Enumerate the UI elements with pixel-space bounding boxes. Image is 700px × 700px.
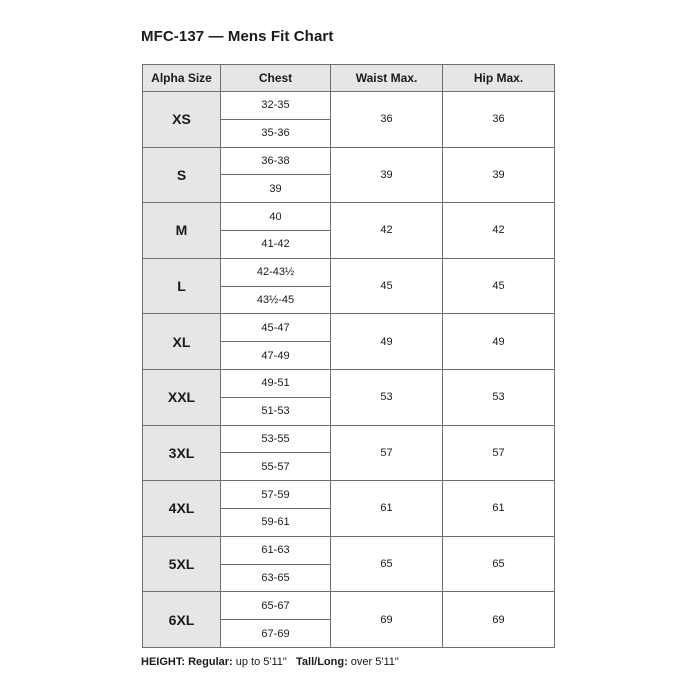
hip-cell: 57 — [443, 425, 555, 481]
waist-cell: 36 — [331, 92, 443, 148]
table-row — [143, 92, 555, 120]
chest-cell: 42-43½ — [221, 258, 331, 286]
tall-label: Tall/Long: — [296, 656, 348, 668]
height-label: HEIGHT: — [141, 656, 185, 668]
waist-cell: 57 — [331, 425, 443, 481]
size-chart-table — [142, 64, 555, 648]
table-row — [143, 203, 555, 231]
waist-cell: 53 — [331, 369, 443, 425]
chest-cell: 51-53 — [221, 397, 331, 425]
waist-cell: 69 — [331, 592, 443, 648]
table-row — [143, 425, 555, 453]
chest-cell: 63-65 — [221, 564, 331, 592]
size-chart-body — [143, 92, 555, 648]
header-hip-max: Hip Max. — [443, 65, 555, 92]
chest-cell: 35-36 — [221, 119, 331, 147]
size-cell: 3XL — [143, 425, 221, 481]
waist-cell: 39 — [331, 147, 443, 203]
height-footnote — [141, 656, 399, 668]
size-cell: S — [143, 147, 221, 203]
hip-cell: 39 — [443, 147, 555, 203]
regular-value: up to 5'11" — [235, 656, 287, 668]
chest-cell: 53-55 — [221, 425, 331, 453]
size-cell: L — [143, 258, 221, 314]
size-cell: M — [143, 203, 221, 259]
table-row — [143, 258, 555, 286]
size-cell: 6XL — [143, 592, 221, 648]
chest-cell: 40 — [221, 203, 331, 231]
chest-cell: 67-69 — [221, 620, 331, 648]
size-cell: XL — [143, 314, 221, 370]
hip-cell: 53 — [443, 369, 555, 425]
regular-label: Regular: — [188, 656, 233, 668]
hip-cell: 42 — [443, 203, 555, 259]
chest-cell: 39 — [221, 175, 331, 203]
chest-cell: 45-47 — [221, 314, 331, 342]
size-cell: 4XL — [143, 481, 221, 537]
hip-cell: 49 — [443, 314, 555, 370]
chest-cell: 47-49 — [221, 342, 331, 370]
header-waist-max: Waist Max. — [331, 65, 443, 92]
table-row — [143, 147, 555, 175]
chest-cell: 43½-45 — [221, 286, 331, 314]
hip-cell: 45 — [443, 258, 555, 314]
chest-cell: 32-35 — [221, 92, 331, 120]
table-row — [143, 369, 555, 397]
chest-cell: 61-63 — [221, 536, 331, 564]
waist-cell: 49 — [331, 314, 443, 370]
waist-cell: 61 — [331, 481, 443, 537]
hip-cell: 61 — [443, 481, 555, 537]
size-cell: XXL — [143, 369, 221, 425]
waist-cell: 42 — [331, 203, 443, 259]
header-alpha-size: Alpha Size — [143, 65, 221, 92]
header-chest: Chest — [221, 65, 331, 92]
table-row — [143, 314, 555, 342]
chest-cell: 41-42 — [221, 230, 331, 258]
table-header-row — [143, 65, 555, 92]
table-row — [143, 592, 555, 620]
chest-cell: 59-61 — [221, 508, 331, 536]
hip-cell: 65 — [443, 536, 555, 592]
waist-cell: 65 — [331, 536, 443, 592]
size-cell: 5XL — [143, 536, 221, 592]
hip-cell: 36 — [443, 92, 555, 148]
table-row — [143, 481, 555, 509]
table-row — [143, 536, 555, 564]
tall-value: over 5'11" — [350, 656, 399, 668]
chest-cell: 36-38 — [221, 147, 331, 175]
chest-cell: 49-51 — [221, 369, 331, 397]
chest-cell: 57-59 — [221, 481, 331, 509]
chest-cell: 55-57 — [221, 453, 331, 481]
size-cell: XS — [143, 92, 221, 148]
hip-cell: 69 — [443, 592, 555, 648]
page-title: MFC-137 — Mens Fit Chart — [141, 28, 334, 45]
chest-cell: 65-67 — [221, 592, 331, 620]
waist-cell: 45 — [331, 258, 443, 314]
